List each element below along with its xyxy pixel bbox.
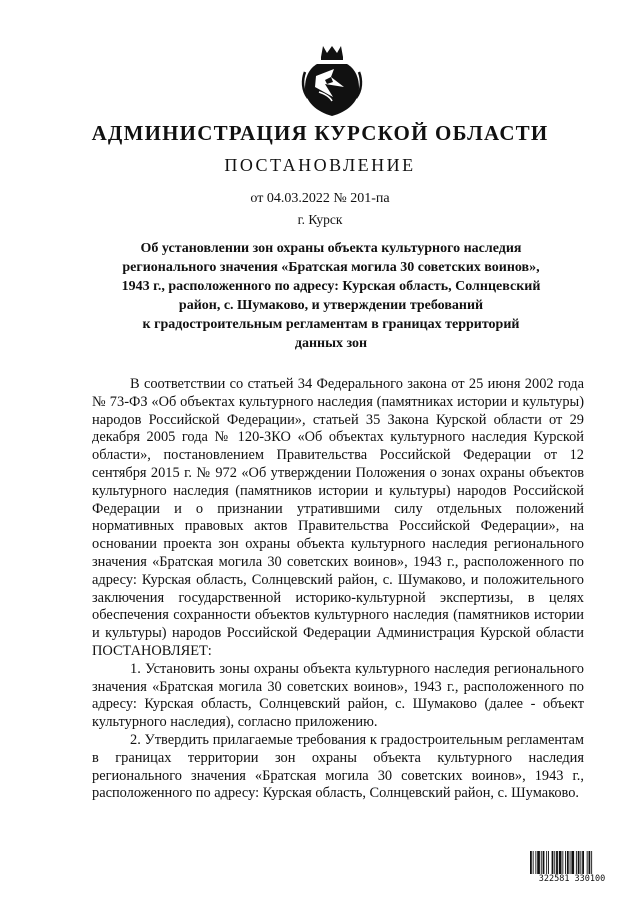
document-barcode — [530, 851, 614, 885]
document-city: г. Курск — [297, 212, 343, 227]
barcode-number: 322581 330100 — [530, 874, 614, 884]
preamble-paragraph: В соответствии со статьей 34 Федерального закона от 25 июня 2002 года № 73-ФЗ «Об объектах культурного наследия (памятниках истории и культуры) народов Российской Федерации», статьей 35 Закона Курской области от 29 декабря 2005 года № 120-ЗКО «Об объектах культурного наследия Курской области», постановлением Правительства Российской Федерации от 12 сентября 2015 г. № 972 «Об утверждении Положения о зонах охраны объектов культурного наследия (памятников истории и культуры) народов Российской Федерации и о признании утратившими силу отдельных положений нормативных правовых актов Правительства Российской Федерации», на основании проекта зон охраны объекта культурного наследия регионального значения «Братская могила 30 советских воинов», 1943 г., расположенного по адресу: Курская область, Солнцевский район, с. Шумаково, и положительного заключения государственной историко-культурной экспертизы, в целях обеспечения сохранности объектов культурного наследия (памятников истории и культуры) народов Российской Федерации Администрация Курской области ПОСТАНОВЛЯЕТ: — [92, 376, 584, 659]
title-line: к градостроительным регламентам в границах территорий — [142, 317, 520, 332]
title-line: 1943 г., расположенного по адресу: Курская область, Солнцевский — [121, 279, 541, 294]
coat-of-arms-emblem — [301, 42, 363, 118]
barcode-bars — [530, 851, 614, 875]
title-line: Об установлении зон охраны объекта культурного наследия — [140, 241, 522, 256]
agency-name: АДМИНИСТРАЦИЯ КУРСКОЙ ОБЛАСТИ — [91, 121, 549, 145]
title-line: регионального значения «Братская могила 30 советских воинов», — [122, 260, 540, 275]
resolution-item-2: 2. Утвердить прилагаемые требования к градостроительным регламентам в границах территории зон охраны объекта культурного наследия регионального значения «Братская могила 30 советских воинов», 1943 г., расположенного по адресу: Курская область, Солнцевский район, с. Шумаково. — [92, 731, 584, 802]
document-title — [96, 239, 566, 353]
title-line: район, с. Шумаково, и утверждении требований — [178, 298, 484, 313]
resolution-item-1: 1. Установить зоны охраны объекта культурного наследия регионального значения «Братская могила 30 советских воинов», 1943 г., расположенного по адресу: Курская область, Солнцевский район, с. Шумаково (далее - объект культурного наследия), согласно приложению. — [92, 660, 584, 731]
document-type: ПОСТАНОВЛЕНИЕ — [224, 155, 416, 175]
title-line: данных зон — [294, 336, 368, 351]
document-number-date: от 04.03.2022 № 201-па — [250, 191, 390, 206]
document-body — [92, 376, 584, 803]
